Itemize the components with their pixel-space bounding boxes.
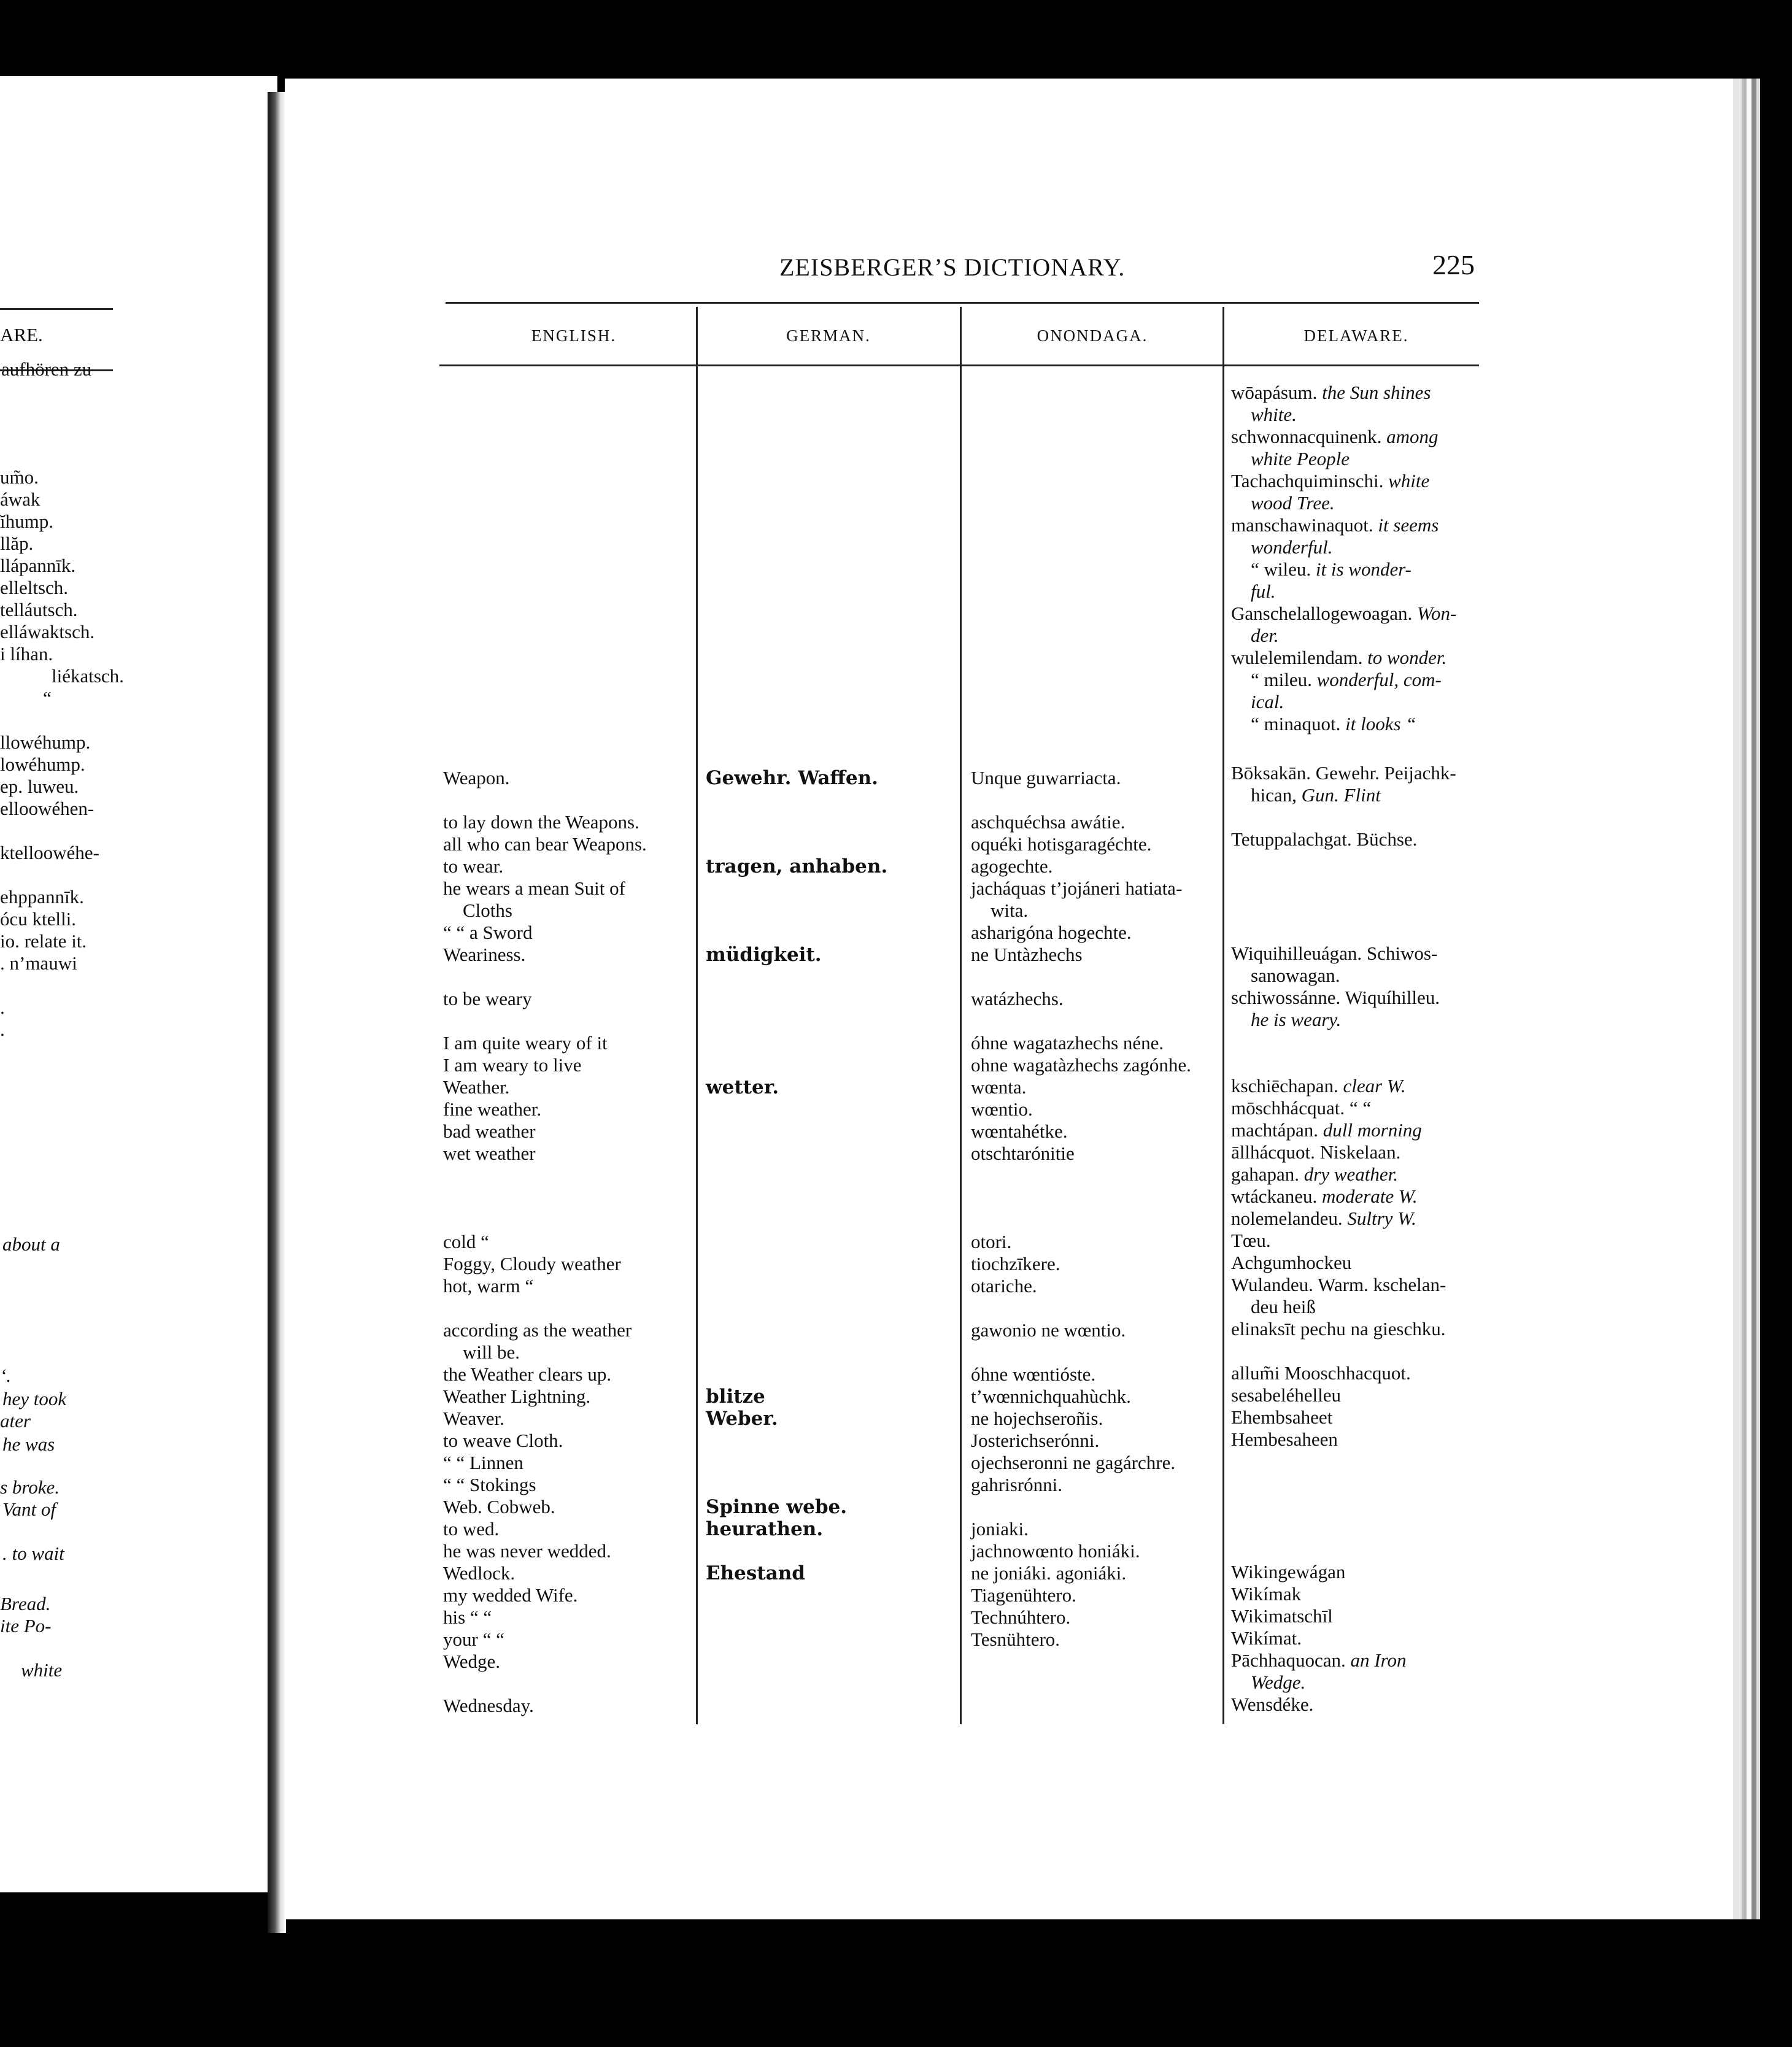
delaware-entry xyxy=(1231,536,1332,558)
delaware-term: sanowagan. xyxy=(1251,965,1340,986)
english-entry: he wears a mean Suit of xyxy=(443,877,625,899)
delaware-entry xyxy=(1231,1694,1313,1716)
column-divider-3 xyxy=(1222,307,1224,1724)
delaware-term: schiwossánne. Wiquíhilleu. xyxy=(1231,987,1440,1008)
delaware-entry xyxy=(1231,1384,1341,1406)
left-page-line: ite Po- xyxy=(0,1615,52,1636)
left-page-line: ep. luweu. xyxy=(0,776,79,797)
left-header-fragment: ARE. xyxy=(0,324,43,345)
english-entry: “ “ a Sword xyxy=(443,922,533,943)
delaware-entry xyxy=(1231,1119,1422,1141)
delaware-term: manschawinaquot. xyxy=(1231,514,1378,536)
left-page-line: elloowéhen- xyxy=(0,798,95,819)
delaware-term: Ehembsaheet xyxy=(1231,1406,1333,1428)
delaware-entry xyxy=(1231,1362,1411,1384)
delaware-gloss: white. xyxy=(1251,404,1297,425)
onondaga-entry: t’wœnnichquahùchk. xyxy=(971,1386,1131,1407)
delaware-entry xyxy=(1231,965,1340,987)
english-entry: Weaver. xyxy=(443,1408,504,1429)
german-entry: Ehestand xyxy=(706,1562,805,1584)
german-entry: heurathen. xyxy=(706,1518,824,1540)
delaware-term: hican, xyxy=(1251,784,1302,806)
delaware-term: allum̃i Mooschhacquot. xyxy=(1231,1362,1411,1384)
onondaga-entry: Tiagenühtero. xyxy=(971,1584,1076,1606)
german-entry: blitze xyxy=(706,1386,765,1408)
english-entry: Wednesday. xyxy=(443,1695,534,1716)
delaware-entry xyxy=(1231,382,1431,404)
delaware-entry xyxy=(1231,558,1412,580)
delaware-gloss: ful. xyxy=(1251,580,1276,602)
delaware-entry xyxy=(1231,1163,1398,1185)
delaware-gloss: white People xyxy=(1251,448,1350,469)
delaware-gloss: ical. xyxy=(1251,691,1284,712)
page-number: 225 xyxy=(1432,249,1475,280)
english-entry: I am quite weary of it xyxy=(443,1032,608,1054)
delaware-term: kschiēchapan. xyxy=(1231,1075,1343,1097)
delaware-entry xyxy=(1231,1075,1406,1097)
left-page-line: aufhören zu xyxy=(1,358,92,380)
english-entry: bad weather xyxy=(443,1120,536,1142)
german-entry: müdigkeit. xyxy=(706,944,822,966)
left-page-line: Vant of xyxy=(2,1498,56,1520)
delaware-term: machtápan. xyxy=(1231,1119,1323,1141)
english-entry: wet weather xyxy=(443,1143,536,1164)
left-page-line: ‘. xyxy=(0,1365,12,1386)
left-page-line: . n’mauwi xyxy=(0,952,77,974)
english-entry: the Weather clears up. xyxy=(443,1363,612,1385)
column-divider-1 xyxy=(696,307,698,1724)
left-page-line: about a xyxy=(2,1233,60,1255)
delaware-entry xyxy=(1231,713,1416,735)
left-page-line: elleltsch. xyxy=(0,577,69,598)
left-page-line: s broke. xyxy=(0,1476,60,1498)
delaware-gloss: Gun. Flint xyxy=(1301,784,1381,806)
left-page-line: white xyxy=(21,1659,63,1681)
german-entry: Weber. xyxy=(706,1408,778,1430)
english-entry: to be weary xyxy=(443,988,532,1009)
delaware-entry xyxy=(1231,1583,1301,1605)
german-entry: wetter. xyxy=(706,1076,779,1098)
onondaga-entry: óhne wœntióste. xyxy=(971,1363,1096,1385)
delaware-term: Hembesaheen xyxy=(1231,1428,1338,1450)
onondaga-entry: otschtarónitie xyxy=(971,1143,1075,1164)
onondaga-entry: jachnowœnto honiáki. xyxy=(971,1540,1140,1562)
onondaga-entry: otori. xyxy=(971,1231,1012,1252)
delaware-entry xyxy=(1231,1009,1341,1031)
left-page-line: liékatsch. xyxy=(52,665,124,687)
onondaga-entry: watázhechs. xyxy=(971,988,1064,1009)
english-entry: Wedlock. xyxy=(443,1562,516,1584)
onondaga-entry: wita. xyxy=(991,900,1029,921)
delaware-term: Wulandeu. Warm. kschelan- xyxy=(1231,1274,1446,1295)
delaware-entry xyxy=(1231,1649,1407,1671)
delaware-term: “ minaquot. xyxy=(1251,713,1346,734)
english-entry: I am weary to live xyxy=(443,1054,582,1076)
onondaga-entry: ne Untàzhechs xyxy=(971,944,1083,965)
onondaga-entry: wœntahétke. xyxy=(971,1120,1068,1142)
left-page-line: he was xyxy=(2,1433,55,1455)
delaware-entry xyxy=(1231,426,1439,448)
delaware-entry xyxy=(1231,828,1417,850)
delaware-term: Tetuppalachgat. Büchse. xyxy=(1231,828,1418,850)
delaware-term: Bōksakān. Gewehr. Peijachk- xyxy=(1231,762,1456,784)
delaware-gloss: it seems xyxy=(1378,514,1439,536)
delaware-term: wulelemilendam. xyxy=(1231,647,1368,668)
header-table-rule xyxy=(439,364,1479,366)
delaware-term: nolemelandeu. xyxy=(1231,1208,1348,1229)
delaware-entry xyxy=(1231,1185,1418,1208)
delaware-entry xyxy=(1231,762,1456,784)
delaware-gloss: an Iron xyxy=(1350,1649,1407,1671)
german-entry: tragen, anhaben. xyxy=(706,855,888,877)
delaware-term: “ mileu. xyxy=(1251,669,1317,690)
english-entry: he was never wedded. xyxy=(443,1540,611,1562)
onondaga-entry: otariche. xyxy=(971,1275,1037,1297)
left-page-line: i líhan. xyxy=(0,643,53,665)
delaware-term: wtáckaneu. xyxy=(1231,1185,1323,1207)
delaware-gloss: Won- xyxy=(1417,603,1457,624)
left-page-line: . xyxy=(0,997,5,1018)
onondaga-entry: Technúhtero. xyxy=(971,1606,1071,1628)
column-header-english: ENGLISH. xyxy=(531,326,617,345)
delaware-entry xyxy=(1231,647,1446,669)
delaware-gloss: dull morning xyxy=(1323,1119,1422,1141)
left-page-line: “ xyxy=(43,687,52,709)
onondaga-entry: agogechte. xyxy=(971,855,1053,877)
delaware-entry xyxy=(1231,669,1442,691)
column-header-delaware: DELAWARE. xyxy=(1303,326,1409,345)
delaware-entry xyxy=(1231,943,1437,965)
english-entry: Cloths xyxy=(463,900,512,921)
onondaga-entry: ne hojechseroñis. xyxy=(971,1408,1103,1429)
column-header-german: GERMAN. xyxy=(786,326,871,345)
delaware-gloss: clear W. xyxy=(1343,1075,1406,1097)
delaware-term: Achgumhockeu xyxy=(1231,1252,1352,1273)
onondaga-entry: gawonio ne wœntio. xyxy=(971,1319,1126,1341)
english-entry: to wed. xyxy=(443,1518,500,1540)
left-page-fragment xyxy=(0,76,277,1892)
english-entry: to lay down the Weapons. xyxy=(443,811,639,833)
onondaga-entry: ohne wagatàzhechs zagónhe. xyxy=(971,1054,1191,1076)
english-entry: my wedded Wife. xyxy=(443,1584,578,1606)
onondaga-entry: tiochzīkere. xyxy=(971,1253,1060,1274)
delaware-term: sesabeléhelleu xyxy=(1231,1384,1342,1406)
delaware-term: Pāchhaquocan. xyxy=(1231,1649,1351,1671)
delaware-entry xyxy=(1231,1274,1446,1296)
delaware-entry xyxy=(1231,514,1439,536)
onondaga-entry: wœntio. xyxy=(971,1098,1033,1120)
onondaga-entry: oquéki hotisgaragéchte. xyxy=(971,833,1152,855)
delaware-gloss: he is weary. xyxy=(1251,1009,1342,1030)
left-page-line: hey took xyxy=(2,1388,67,1409)
german-entry: Spinne webe. xyxy=(706,1496,848,1518)
english-entry: will be. xyxy=(463,1341,520,1363)
onondaga-entry: Josterichserónni. xyxy=(971,1430,1100,1451)
delaware-term: elinaksīt pechu na gieschku. xyxy=(1231,1318,1446,1340)
left-page-line: llowéhump. xyxy=(0,731,91,753)
delaware-entry xyxy=(1231,603,1456,625)
onondaga-entry: Unque guwarriacta. xyxy=(971,767,1121,788)
left-page-line: llăp. xyxy=(0,533,34,554)
left-page-line: ehppannīk. xyxy=(0,886,84,908)
running-head: ZEISBERGER’S DICTIONARY. xyxy=(779,253,1126,281)
english-entry: Wedge. xyxy=(443,1651,501,1672)
onondaga-entry: asharigóna hogechte. xyxy=(971,922,1132,943)
left-page-line: ater xyxy=(0,1410,31,1432)
delaware-entry xyxy=(1231,1296,1316,1318)
delaware-gloss: it looks “ xyxy=(1345,713,1416,734)
left-page-line: Bread. xyxy=(0,1593,51,1614)
delaware-term: Wikímat. xyxy=(1231,1627,1302,1649)
english-entry: all who can bear Weapons. xyxy=(443,833,647,855)
left-page-line: ktelloowéhe- xyxy=(0,842,99,863)
english-entry: Web. Cobweb. xyxy=(443,1496,555,1517)
delaware-term: Wiquihilleuágan. Schiwos- xyxy=(1231,943,1438,964)
delaware-entry xyxy=(1231,1428,1338,1451)
delaware-term: mōschhácquat. “ “ xyxy=(1231,1097,1372,1119)
column-divider-2 xyxy=(960,307,962,1724)
delaware-term: Wikímak xyxy=(1231,1583,1302,1605)
delaware-entry xyxy=(1231,1208,1416,1230)
delaware-entry xyxy=(1231,691,1284,713)
onondaga-entry: joniaki. xyxy=(971,1518,1029,1540)
delaware-entry xyxy=(1231,1141,1400,1163)
english-entry: to weave Cloth. xyxy=(443,1430,563,1451)
english-entry: hot, warm “ xyxy=(443,1275,534,1297)
left-page-line: telláutsch. xyxy=(0,599,78,620)
delaware-term: Tœu. xyxy=(1231,1230,1271,1251)
english-entry: Weapon. xyxy=(443,767,510,788)
delaware-entry xyxy=(1231,404,1297,426)
book-gutter xyxy=(268,92,286,1933)
english-entry: Weather. xyxy=(443,1076,510,1098)
delaware-entry xyxy=(1231,580,1275,603)
delaware-entry xyxy=(1231,470,1429,492)
delaware-term: “ wileu. xyxy=(1251,558,1316,580)
onondaga-entry: óhne wagatazhechs néne. xyxy=(971,1032,1164,1054)
onondaga-entry: jacháquas t’jojáneri hatiata- xyxy=(971,877,1183,899)
delaware-gloss: Sultry W. xyxy=(1347,1208,1416,1229)
left-page-line: um̃o. xyxy=(0,466,39,488)
onondaga-entry: ojechseronni ne gagárchre. xyxy=(971,1452,1176,1473)
delaware-term: Wikimatschīl xyxy=(1231,1605,1333,1627)
english-entry: fine weather. xyxy=(443,1098,542,1120)
delaware-entry xyxy=(1231,1318,1446,1340)
onondaga-entry: aschquéchsa awátie. xyxy=(971,811,1126,833)
english-entry: “ “ Stokings xyxy=(443,1474,536,1495)
delaware-term: deu heiß xyxy=(1251,1296,1316,1317)
english-entry: to wear. xyxy=(443,855,504,877)
delaware-entry xyxy=(1231,1252,1351,1274)
delaware-gloss: wonderful, com- xyxy=(1316,669,1442,690)
left-page-line: llápannīk. xyxy=(0,555,76,576)
delaware-gloss: it is wonder- xyxy=(1315,558,1412,580)
onondaga-entry: wœnta. xyxy=(971,1076,1027,1098)
left-page-line: io. relate it. xyxy=(0,930,87,952)
column-header-onondaga: ONONDAGA. xyxy=(1037,326,1148,345)
german-entry: Gewehr. Waffen. xyxy=(706,767,878,789)
delaware-gloss: dry weather. xyxy=(1303,1163,1399,1185)
delaware-gloss: der. xyxy=(1251,625,1279,646)
top-table-rule xyxy=(446,302,1479,304)
delaware-gloss: white xyxy=(1388,470,1430,492)
delaware-term: āllhácquot. Niskelaan. xyxy=(1231,1141,1401,1163)
english-entry: “ “ Linnen xyxy=(443,1452,523,1473)
delaware-gloss: moderate W. xyxy=(1322,1185,1418,1207)
left-page-line: ĭhump. xyxy=(0,511,53,532)
delaware-gloss: wonderful. xyxy=(1251,536,1333,558)
delaware-gloss: to wonder. xyxy=(1367,647,1447,668)
delaware-entry xyxy=(1231,1230,1271,1252)
delaware-entry xyxy=(1231,784,1381,806)
left-page-line: lowéhump. xyxy=(0,754,85,775)
delaware-term: wōapásum. xyxy=(1231,382,1323,403)
delaware-entry xyxy=(1231,492,1335,514)
delaware-entry xyxy=(1231,1605,1333,1627)
delaware-term: Wensdéke. xyxy=(1231,1694,1314,1715)
delaware-entry xyxy=(1231,1561,1345,1583)
delaware-gloss: wood Tree. xyxy=(1251,492,1335,514)
english-entry: Weariness. xyxy=(443,944,526,965)
english-entry: cold “ xyxy=(443,1231,489,1252)
delaware-entry xyxy=(1231,1406,1332,1428)
onondaga-entry: ne joniáki. agoniáki. xyxy=(971,1562,1127,1584)
delaware-term: Tachachquiminschi. xyxy=(1231,470,1389,492)
left-page-line: áwak xyxy=(0,488,41,510)
onondaga-entry: Tesnühtero. xyxy=(971,1629,1060,1650)
delaware-gloss: the Sun shines xyxy=(1322,382,1431,403)
left-page-line: . to wait xyxy=(2,1543,64,1564)
delaware-entry xyxy=(1231,987,1440,1009)
left-page-line: elláwaktsch. xyxy=(0,621,95,642)
delaware-term: gahapan. xyxy=(1231,1163,1304,1185)
delaware-entry xyxy=(1231,625,1279,647)
english-entry: according as the weather xyxy=(443,1319,632,1341)
english-entry: Foggy, Cloudy weather xyxy=(443,1253,621,1274)
left-top-rule xyxy=(0,308,113,310)
left-page-line: ócu ktelli. xyxy=(0,908,76,930)
onondaga-entry: gahrisrónni. xyxy=(971,1474,1062,1495)
english-entry: Weather Lightning. xyxy=(443,1386,591,1407)
delaware-entry xyxy=(1231,1627,1302,1649)
delaware-term: Ganschelallogewoagan. xyxy=(1231,603,1417,624)
delaware-term: schwonnacquinenk. xyxy=(1231,426,1387,447)
left-page-line: . xyxy=(0,1019,5,1040)
delaware-term: Wikingewágan xyxy=(1231,1561,1346,1582)
delaware-gloss: among xyxy=(1386,426,1439,447)
delaware-gloss: Wedge. xyxy=(1251,1671,1306,1693)
delaware-entry xyxy=(1231,448,1350,470)
english-entry: your “ “ xyxy=(443,1629,504,1650)
delaware-entry xyxy=(1231,1671,1305,1694)
delaware-entry xyxy=(1231,1097,1371,1119)
english-entry: his “ “ xyxy=(443,1606,492,1628)
